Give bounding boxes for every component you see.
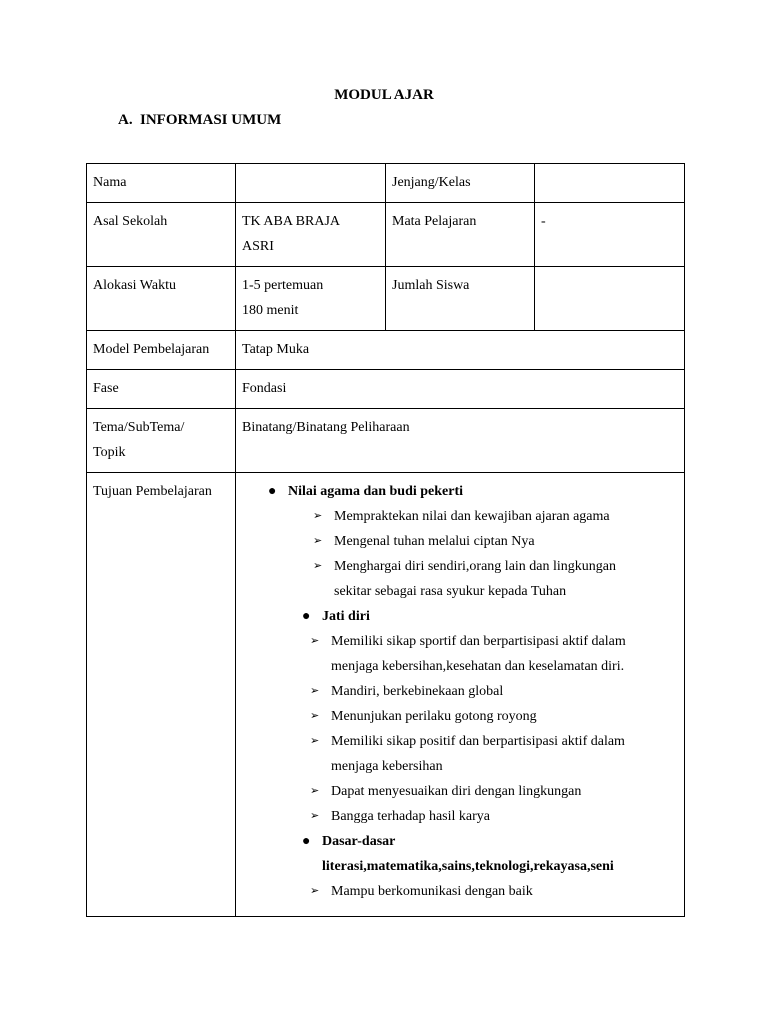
goal-category-dasar-dasar xyxy=(242,829,678,879)
alokasi-waktu-value xyxy=(236,267,386,331)
list-item-text-line-2: menjaga kebersihan,kesehatan dan keselamatan diri. xyxy=(331,659,625,674)
arrow-bullet-icon: ➢ xyxy=(313,535,323,547)
info-table xyxy=(86,163,685,917)
list-item xyxy=(242,704,678,729)
goal-category-nilai-agama xyxy=(242,479,678,504)
section-number: A. xyxy=(118,112,133,128)
asal-sekolah-line-2: ASRI xyxy=(242,239,274,254)
list-item-text: Mampu berkomunikasi dengan baik xyxy=(331,884,533,899)
asal-sekolah-label: Asal Sekolah xyxy=(87,203,236,267)
list-item-text: Dapat menyesuaikan diri dengan lingkungan xyxy=(331,784,582,799)
arrow-bullet-icon: ➢ xyxy=(310,710,320,722)
list-item xyxy=(242,554,678,604)
model-pembelajaran-value: Tatap Muka xyxy=(236,331,685,370)
asal-sekolah-line-1: TK ABA BRAJA xyxy=(242,214,341,229)
list-item-text-line-1: Memiliki sikap positif dan berpartisipasi aktif dalam xyxy=(331,734,625,749)
bullet-icon: ● xyxy=(268,484,277,499)
list-item xyxy=(242,804,678,829)
bullet-icon: ● xyxy=(302,834,311,849)
jumlah-siswa-label: Jumlah Siswa xyxy=(386,267,535,331)
section-heading xyxy=(118,112,281,129)
fase-value: Fondasi xyxy=(236,370,685,409)
table-row-tema xyxy=(87,409,685,473)
arrow-bullet-icon: ➢ xyxy=(310,885,320,897)
goals-list xyxy=(242,479,678,904)
arrow-bullet-icon: ➢ xyxy=(310,685,320,697)
list-item-text-line-1: Memiliki sikap sportif dan berpartisipasi aktif dalam xyxy=(331,634,626,649)
goal-category-jati-diri xyxy=(242,604,678,629)
list-item-text: Mengenal tuhan melalui ciptan Nya xyxy=(334,534,535,549)
goal-category-title: Jati diri xyxy=(322,609,370,624)
alokasi-waktu-line-2: 180 menit xyxy=(242,303,299,318)
arrow-bullet-icon: ➢ xyxy=(313,510,323,522)
arrow-bullet-icon: ➢ xyxy=(313,560,323,572)
table-row-fase xyxy=(87,370,685,409)
list-item xyxy=(242,779,678,804)
tema-label-line-2: Topik xyxy=(93,445,126,460)
tema-value: Binatang/Binatang Peliharaan xyxy=(236,409,685,473)
asal-sekolah-value xyxy=(236,203,386,267)
list-item-text: Mempraktekan nilai dan kewajiban ajaran agama xyxy=(334,509,610,524)
goal-category-title-line-1: Dasar-dasar xyxy=(322,834,396,849)
mata-pelajaran-value: - xyxy=(535,203,685,267)
arrow-bullet-icon: ➢ xyxy=(310,810,320,822)
arrow-bullet-icon: ➢ xyxy=(310,735,320,747)
list-item xyxy=(242,879,678,904)
table-row-nama xyxy=(87,164,685,203)
alokasi-waktu-line-1: 1-5 pertemuan xyxy=(242,278,324,293)
tujuan-pembelajaran-content xyxy=(236,473,685,917)
tema-label xyxy=(87,409,236,473)
jumlah-siswa-value xyxy=(535,267,685,331)
arrow-bullet-icon: ➢ xyxy=(310,785,320,797)
fase-label: Fase xyxy=(87,370,236,409)
list-item-text: Mandiri, berkebinekaan global xyxy=(331,684,504,699)
list-item xyxy=(242,504,678,529)
model-pembelajaran-label: Model Pembelajaran xyxy=(87,331,236,370)
goal-category-title-line-2: literasi,matematika,sains,teknologi,rekayasa,seni xyxy=(322,859,614,874)
jenjang-kelas-value xyxy=(535,164,685,203)
document-title: MODUL AJAR xyxy=(334,87,434,103)
nama-value xyxy=(236,164,386,203)
list-item-text-line-2: menjaga kebersihan xyxy=(331,759,443,774)
goal-category-title: Nilai agama dan budi pekerti xyxy=(288,484,464,499)
arrow-bullet-icon: ➢ xyxy=(310,635,320,647)
list-item-text: Bangga terhadap hasil karya xyxy=(331,809,490,824)
table-row-model-pembelajaran xyxy=(87,331,685,370)
table-row-asal-sekolah xyxy=(87,203,685,267)
table-row-alokasi-waktu xyxy=(87,267,685,331)
jenjang-kelas-label: Jenjang/Kelas xyxy=(386,164,535,203)
list-item-text-line-2: sekitar sebagai rasa syukur kepada Tuhan xyxy=(334,584,567,599)
list-item-text-line-1: Menghargai diri sendiri,orang lain dan lingkungan xyxy=(334,559,617,574)
nama-label: Nama xyxy=(87,164,236,203)
list-item xyxy=(242,629,678,679)
bullet-icon: ● xyxy=(302,609,311,624)
list-item-text: Menunjukan perilaku gotong royong xyxy=(331,709,537,724)
tujuan-pembelajaran-label: Tujuan Pembelajaran xyxy=(87,473,236,917)
list-item xyxy=(242,529,678,554)
alokasi-waktu-label: Alokasi Waktu xyxy=(87,267,236,331)
table-row-tujuan-pembelajaran xyxy=(87,473,685,917)
section-label: INFORMASI UMUM xyxy=(140,112,282,128)
tema-label-line-1: Tema/SubTema/ xyxy=(93,420,185,435)
mata-pelajaran-label: Mata Pelajaran xyxy=(386,203,535,267)
list-item xyxy=(242,679,678,704)
list-item xyxy=(242,729,678,779)
